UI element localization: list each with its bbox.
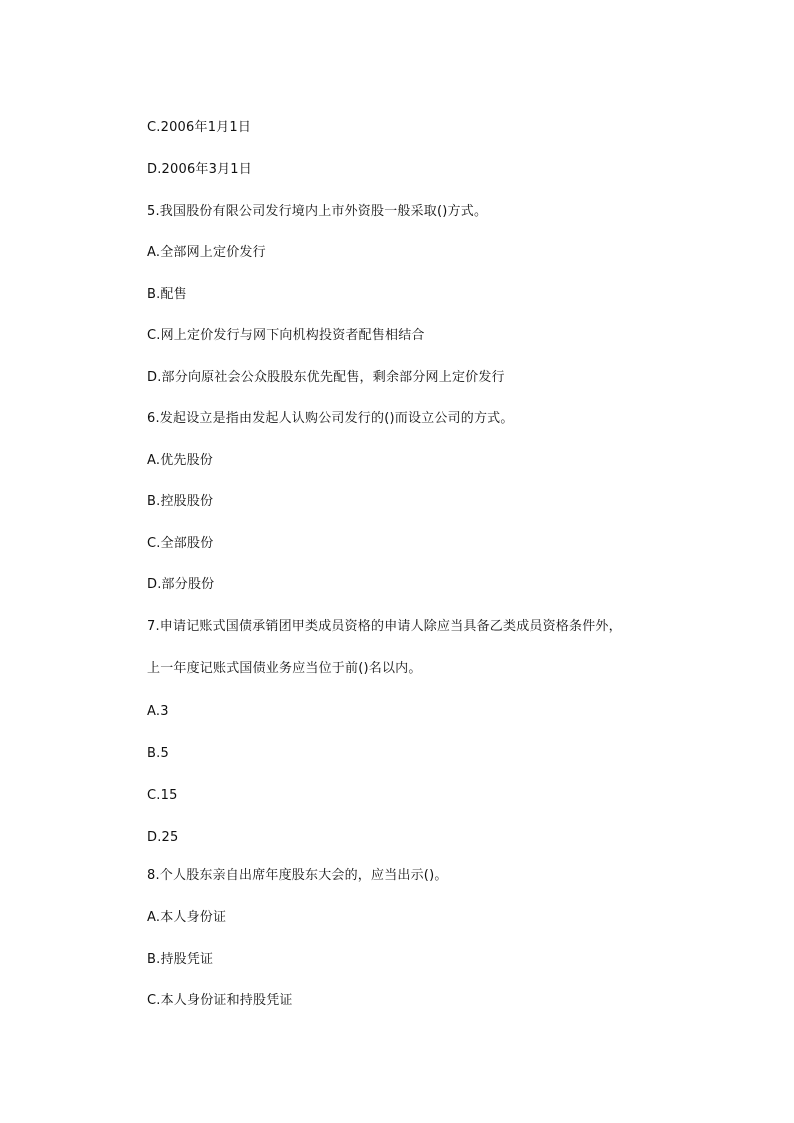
option-d-q5: D.部分向原社会公众股股东优先配售，剩余部分网上定价发行 xyxy=(147,370,505,385)
question-6: 6.发起设立是指由发起人认购公司发行的()而设立公司的方式。 xyxy=(147,411,514,426)
question-7-line-2: 上一年度记账式国债业务应当位于前()名以内。 xyxy=(147,661,422,676)
option-c-q7: C.15 xyxy=(147,788,178,803)
option-c-q8: C.本人身份证和持股凭证 xyxy=(147,993,293,1008)
option-d-q4: D.2006年3月1日 xyxy=(147,162,252,177)
option-b-q8: B.持股凭证 xyxy=(147,952,214,967)
question-5: 5.我国股份有限公司发行境内上市外资股一般采取()方式。 xyxy=(147,204,488,219)
option-c-q6: C.全部股份 xyxy=(147,536,214,551)
option-c-q5: C.网上定价发行与网下向机构投资者配售相结合 xyxy=(147,328,425,343)
option-a-q5: A.全部网上定价发行 xyxy=(147,245,266,260)
option-b-q5: B.配售 xyxy=(147,287,187,302)
option-a-q8: A.本人身份证 xyxy=(147,910,227,925)
option-b-q7: B.5 xyxy=(147,746,169,761)
option-d-q7: D.25 xyxy=(147,830,179,845)
option-d-q6: D.部分股份 xyxy=(147,577,215,592)
question-8: 8.个人股东亲自出席年度股东大会的，应当出示()。 xyxy=(147,868,448,883)
option-a-q7: A.3 xyxy=(147,704,169,719)
option-a-q6: A.优先股份 xyxy=(147,453,213,468)
question-7-line-1: 7.申请记账式国债承销团甲类成员资格的申请人除应当具备乙类成员资格条件外， xyxy=(147,619,622,634)
option-c-q4: C.2006年1月1日 xyxy=(147,120,252,135)
option-b-q6: B.控股股份 xyxy=(147,494,214,509)
